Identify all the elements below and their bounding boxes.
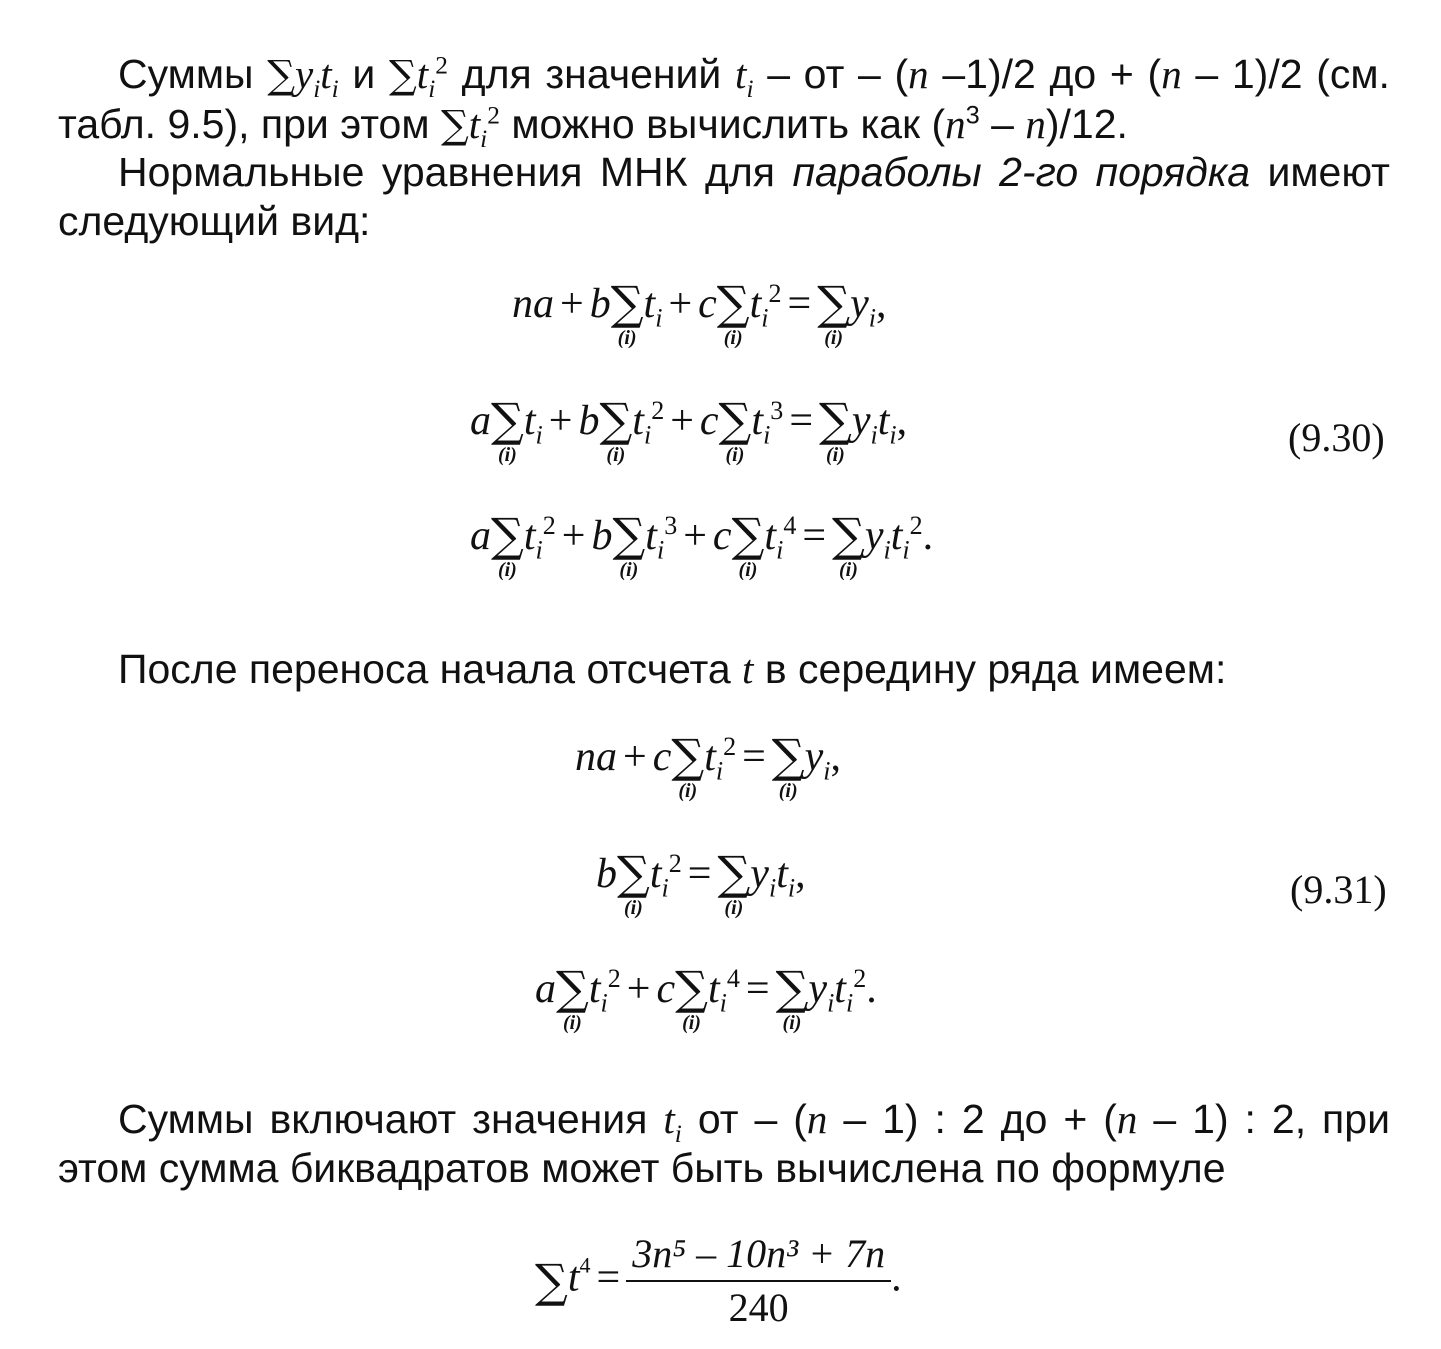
equation-931-line-1: na + c ∑ (i) $t_i^2$ = ∑ (i) $y_i$,: [575, 729, 842, 802]
paragraph-normal-equations: Нормальные уравнения МНК для параболы 2-го порядка имеют следующий вид:: [58, 149, 1390, 244]
equation-number-931: (9.31): [1290, 867, 1387, 912]
paragraph-biquadratic-sum: Суммы включают значения $t_i$ от – (n – 1) : 2 до + (n – 1) : 2, при этом сумма биквадратов может быть вычислена по формуле: [58, 1096, 1390, 1191]
equation-sum-t4: ∑ $t^4$ = $\frac{\text{3n⁵ – 10n³ + 7n}}{240}$ .: [535, 1231, 902, 1330]
paragraph-origin-shift: После переноса начала отсчета t в середину ряда имеем:: [118, 646, 1227, 692]
fraction-numerator: 3n⁵ – 10n³ + 7n: [626, 1232, 891, 1282]
equation-930-line-2: a ∑ (i) $t_i + b$ ∑ (i) $t_i^2 + c$ ∑ (i) $t_i^3$ = ∑ (i) $y_it_i$,: [470, 393, 908, 466]
equation-930-line-1: na + b ∑ (i) $t_i + c$ ∑ (i) $t_i^2$ = ∑ (i) $y_i$,: [512, 276, 887, 349]
equation-number-930: (9.30): [1288, 415, 1385, 460]
paragraph-sums-intro: Суммы $\sum y_it_i$ и $\sum t_i^2$ для значений $t_i$ – от – (n –1)/2 до + (n – 1)/2 (см. табл. 9.5), при этом $\sum t_i^2$ можно вычислить как $(n^3 - n)/12$.: [58, 51, 1390, 154]
equation-931-line-3: a ∑ (i) $t_i^2 + c$ ∑ (i) $t_i^4$ = ∑ (i) $y_it_i^2$.: [535, 961, 877, 1034]
equation-931-line-2: b ∑ (i) $t_i^2$ = ∑ (i) $y_it_i$,: [596, 846, 806, 919]
equation-930-line-3: a ∑ (i) $t_i^2 + b$ ∑ (i) $t_i^3 + c$ ∑ (i) $t_i^4$ = ∑ (i) $y_it_i^2$.: [470, 508, 934, 581]
fraction-denominator: 240: [728, 1285, 789, 1330]
fraction: [626, 1232, 891, 1330]
